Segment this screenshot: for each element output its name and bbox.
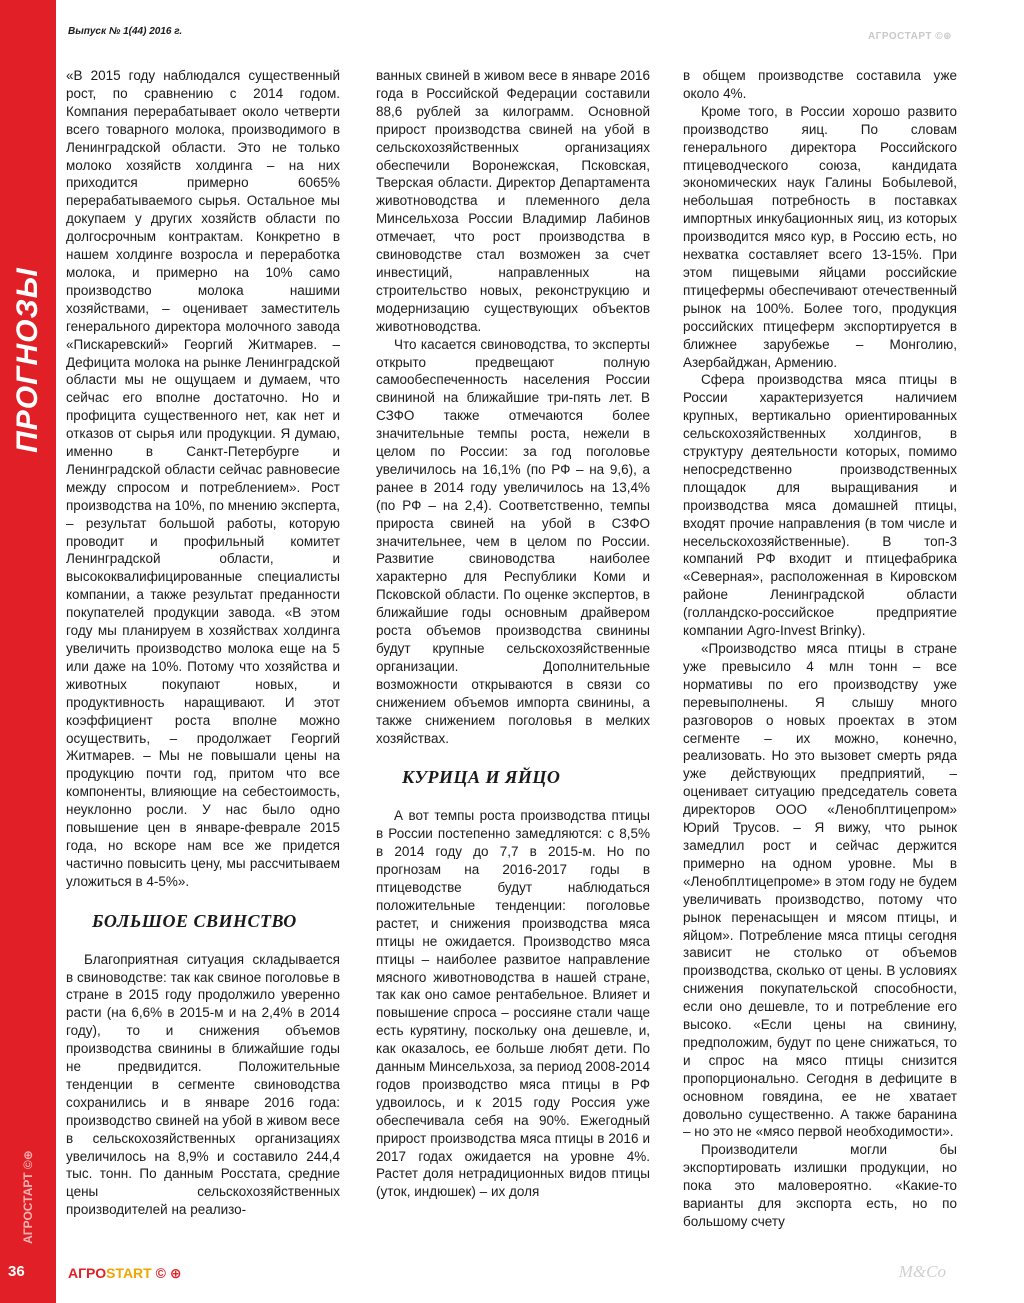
paragraph: Производители могли бы экспортировать излишки продукции, но пока это маловероятно. «Какие-то варианты для экспорта есть, но по большому счету [683, 1142, 957, 1229]
paragraph: Что касается свиноводства, то эксперты открыто предвещают полную самообеспеченность населения России свининой на ближайшие три-пять лет. В СЗФО также отмечаются более значительные темпы роста, нежели в целом по России: за год поголовье увеличилось на 16,1% (по РФ – на 9,6), а ранее в 2014 году увеличилось на 13,4% (по РФ – на 2,4). Соответственно, темпы прироста свиней на убой в СЗФО значительнее, чем в целом по России. Развитие свиноводства наиболее характерно для Республики Коми и Псковской области. По оценке экспертов, в ближайшие годы основным драйвером роста объемов производства свинины будут крупные сельскохозяйственные организации. Дополнительные возможности открываются в связи со снижением объемов импорта свинины, а также снижением поголовья в мелких хозяйствах. [376, 336, 650, 746]
issue-label: Выпуск № 1(44) 2016 г. [68, 26, 183, 37]
rubric-title: ПРОГНОЗЫ [11, 267, 44, 453]
header-brand-logo: АГРОСТАРТ ©⊕ [867, 31, 952, 42]
paragraph: «Производство мяса птицы в стране уже превысило 4 млн тонн – все нормативы по его производству уже перевыполнены. Я слышу много разговоров о новых проектах в этом сегменте – их можно, конечно, реализовать. Но это вызовет смерть ряда уже действующих предприятий, – оценивает ситуацию председатель совета директоров ООО «Ленобплтицепром» Юрий Трусов. – Я вижу, что рынок замедлил рост и сейчас держится примерно на одном уровне. Мы в «Ленобплтицепроме» в этом году не будем увеличивать производство, потому что рынок перенасыщен и мясом птицы, и яйцом». Потребление мяса птицы сегодня зависит не столько от объемов производства, сколько от цены. В условиях снижения покупательской способности, если оно дешевле, то и потребление его высоко. «Если цены на свинину, предположим, будут по цене снижаться, то и спрос на мясо птицы снизится пропорционально. Сегодня в дефиците в основном говядина, ее не хватает довольно существенно. А также баранина – но это не «мясо первой необходимости». [683, 641, 957, 1140]
footer-brand-marks: © ⊕ [155, 1265, 182, 1281]
footer-brand-logo [68, 1265, 182, 1282]
paragraph: ванных свиней в живом весе в январе 2016 года в Российской Федерации составили 88,6 рублей за килограмм. Основной прирост производства свиней на убой в сельскохозяйственных организациях обеспечили Воронежская, Псковская, Тверская области. Директор Департамента животноводства и племенного дела Минсельхоза России Владимир Лабинов отмечает, что рост производства в свиноводстве стал возможен за счет инвестиций, направленных на строительство новых, реконструкцию и модернизацию существующих объектов животноводства. [376, 68, 650, 334]
article-column-2 [376, 67, 650, 1201]
footer-brand-start: START [106, 1265, 152, 1281]
paragraph: Благоприятная ситуация складывается в свиноводстве: так как свиное поголовье в стране в 2015 году продолжило уверенно расти (на 6,6% в 2015-м и на 2,4% в 2014 году), то и снижения объемов производства свинины в ближайшие годы не предвидится. Положительные тенденции в сегменте свиноводства сохранились и в январе 2016 года: производство свиней на убой в живом весе в сельскохозяйственных организациях увеличилось на 8,9% и составило 244,4 тыс. тонн. По данным Росстата, средние цены сельскохозяйственных производителей на реализо- [66, 951, 340, 1218]
paragraph: Кроме того, в России хорошо развито производство яиц. По словам генерального директора Российского птицеводческого союза, кандидата экономических наук Галины Бобылевой, небольшая потребность в поставках импортных инкубационных яиц, из которых производится мясо кур, в Россию есть, но нехватка составляет всего 13-15%. При этом пищевыми яйцами российские птицефермы обеспечивают отечественный рынок на 100%. Более того, продукция российских птицеферм экспортируется в ближнее зарубежье – Монголию, Азербайджан, Армению. [683, 103, 957, 370]
paragraph: «В 2015 году наблюдался существенный рост, по сравнению с 2014 годом. Компания перерабатывает около четверти всего товарного молока, производимого в Ленинградской области. Это не только молоко хозяйств холдинга – на них приходится примерно 6065% перерабатываемого сырья. Остальное мы докупаем у других хозяйств области по долгосрочным контрактам. Конкретно в нашем холдинге возросла и переработка молока, и примерно на 10% само производство молока нашими хозяйствами, – оценивает заместитель генерального директора молочного завода «Пискаревский» Георгий Житмарев. – Дефицита молока на рынке Ленинградской области мы не ощущаем и думаем, что сейчас его вполне достаточно. Но и профицита существенного нет, как нет и отказов от сырья или продукции. Я думаю, именно в Санкт-Петербурге и Ленинградской области сейчас равновесие между спросом и потреблением». Рост производства на 10%, по мнению эксперта, – результат большой работы, которую проводит и профильный комитет Ленинградской области, и высококвалифицированные специалисты компании, а также результат преданности покупателей продукции завода. «В этом году мы планируем в хозяйствах холдинга увеличить производство молока еще на 5 или даже на 10%. Потому что хозяйства и животных покупают новых, и продуктивность наращивают. И этот коэффициент роста вполне можно осуществить, – продолжает Георгий Житмарев. – Мы не повышали цены на продукцию почти год, притом что все компоненты, влияющие на себестоимость, неуклонно росли. У нас было одно повышение цен в январе-феврале 2015 года, но вскоре нам все же придется частично повысить цену, мы рассчитываем уложиться в 4-5%». [66, 68, 340, 889]
footer-brand-agro: АГРО [68, 1265, 107, 1281]
paragraph: А вот темпы роста производства птицы в России постепенно замедляются: с 8,5% в 2014 году до 7,7 в 2015-м. Но по прогнозам на 2016-2017 годы в птицеводстве будут наблюдаться положительные тенденции: поголовье растет, и снижения производства мяса птицы не ожидается. Производство мяса птицы – наиболее развитое направление мясного животноводства в нашей стране, так как оно самое рентабельное. Влияет и повышение спроса – россияне стали чаще есть курятину, поскольку она дешевле, и, как оказалось, ее больше любят дети. По данным Минсельхоза, за период 2008-2014 годов производство мяса птицы в РФ удвоилось, и к 2015 году Россия уже обеспечивала себя на 90%. Ежегодный прирост производства мяса птицы в 2016 и 2017 годах ожидается на уровне 4%. Растет доля нетрадиционных видов птицы (уток, индюшек) – их доля [376, 808, 650, 1200]
rubric-sidebar [0, 0, 56, 1303]
paragraph: Сфера производства мяса птицы в России характеризуется наличием крупных, вертикально ориентированных сельскохозяйственных холдингов, в структуру деятельности которых, помимо непосредственно производственных площадок для выращивания и производства мяса домашней птицы, входят прочие направления (в том числе и несельскохозяйственные). В топ-3 компаний РФ входит и птицефабрика «Северная», расположенная в Кировском районе Ленинградской области (голландско-российское предприятие компании Agro-Invest Brinky). [683, 372, 957, 639]
article-column-1 [66, 67, 340, 1219]
sidebar-brand-logo: АГРОСТАРТ ©⊕ [21, 1150, 35, 1244]
page-number: 36 [8, 1263, 25, 1280]
section-heading-poultry: КУРИЦА И ЯЙЦО [402, 767, 561, 788]
article-column-3 [683, 67, 957, 1231]
paragraph: в общем производстве составила уже около 4%. [683, 68, 957, 101]
section-heading-pork: БОЛЬШОЕ СВИНСТВО [92, 910, 297, 931]
signature-logo: M&Co [898, 1262, 946, 1281]
